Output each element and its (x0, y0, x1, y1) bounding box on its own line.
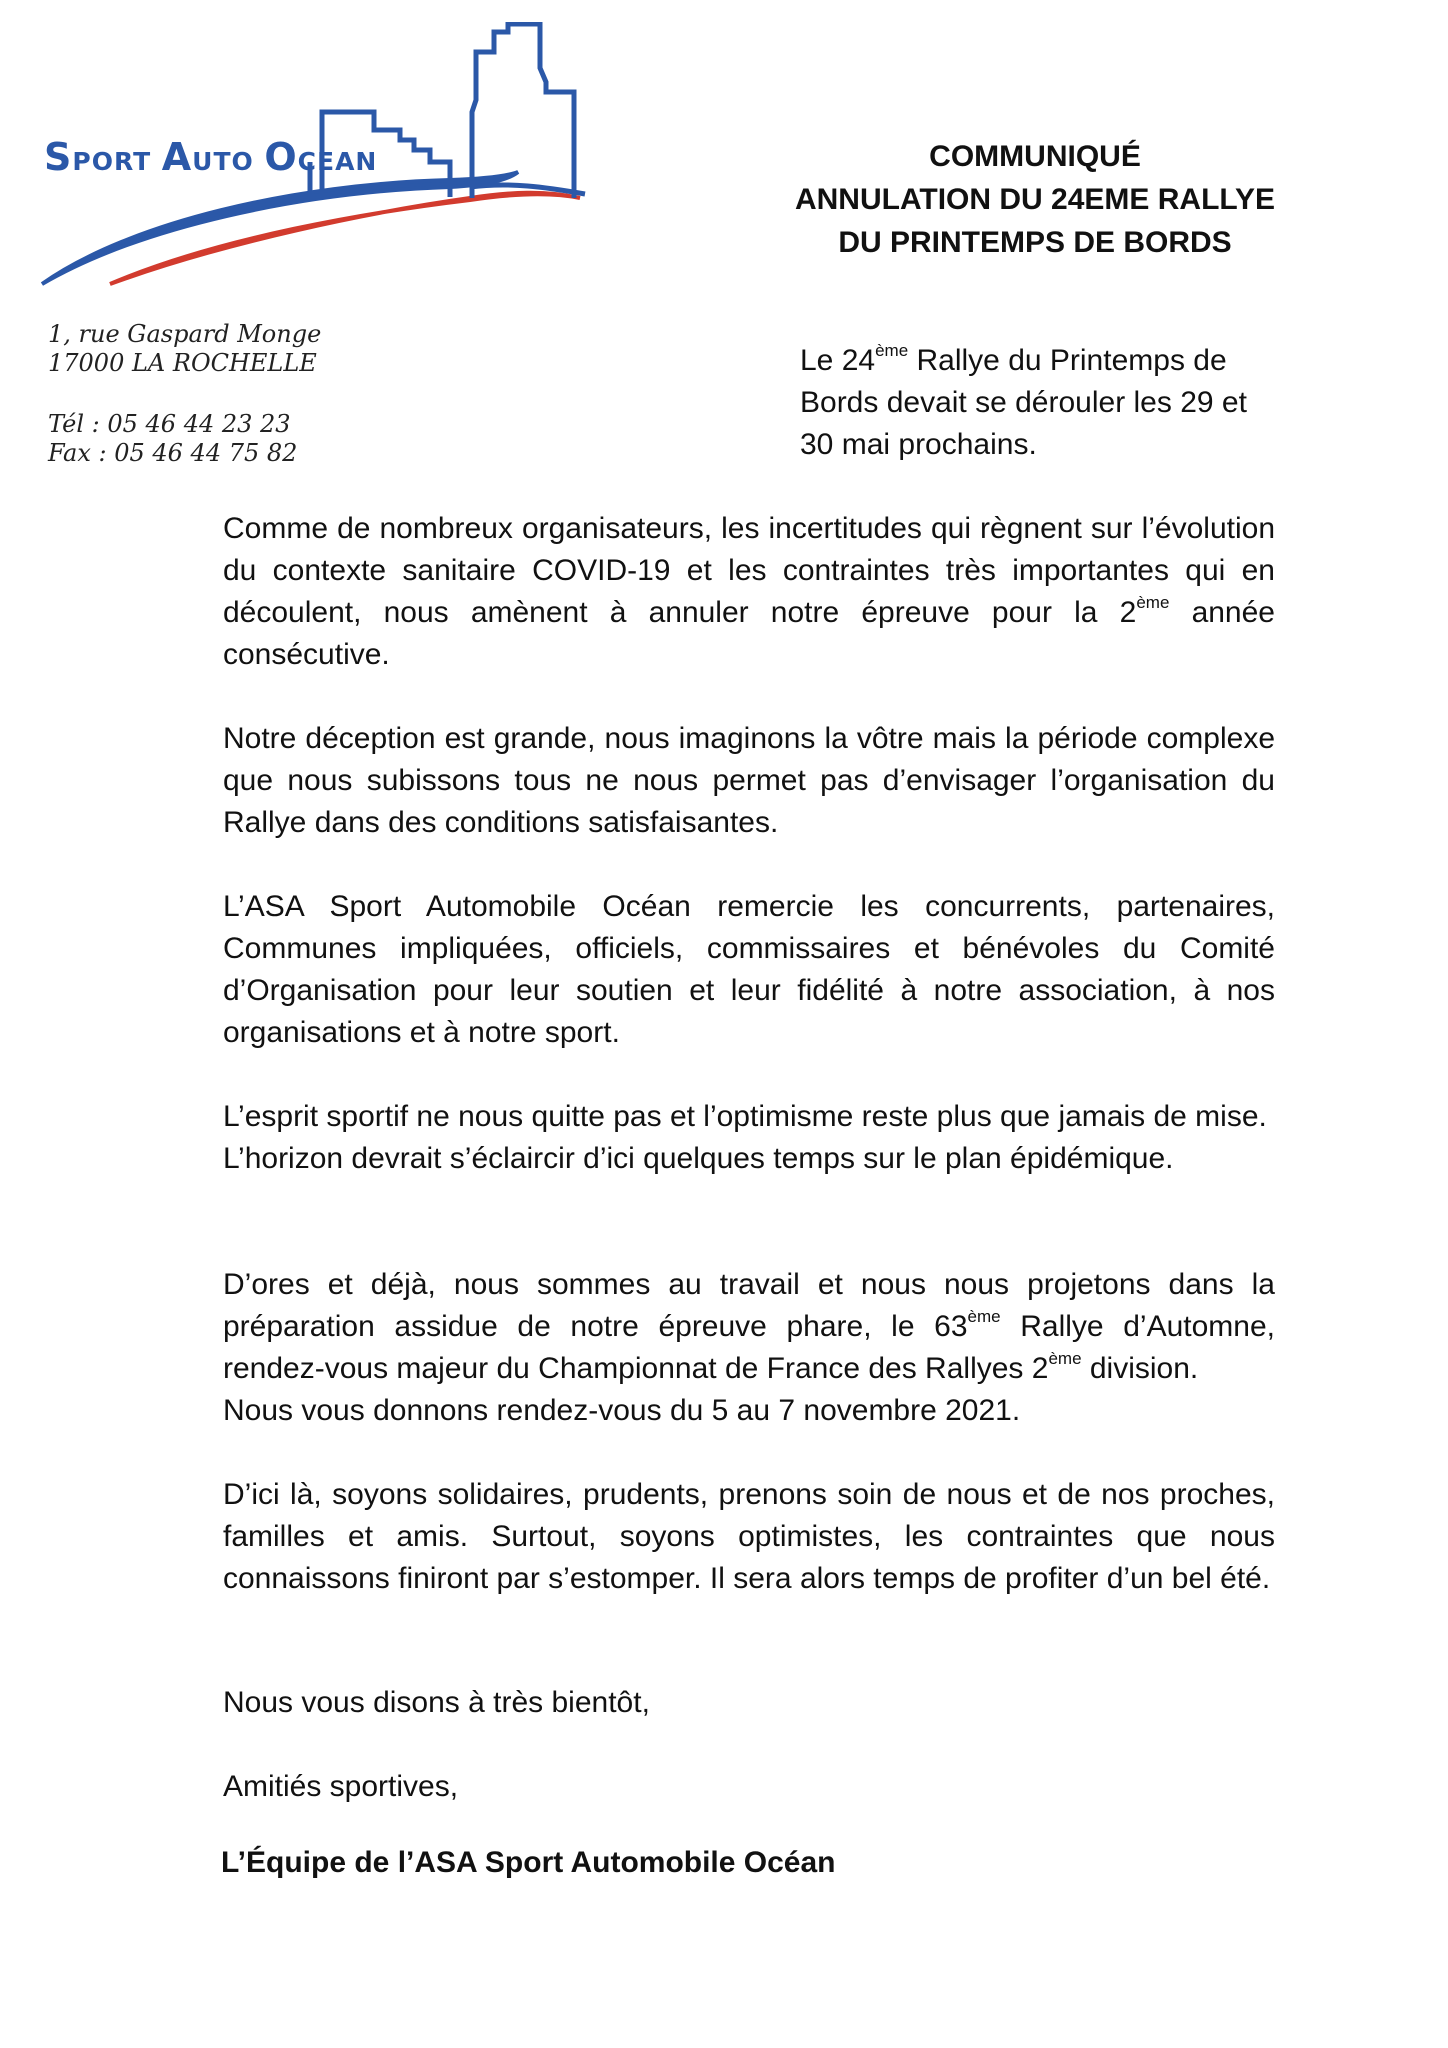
logo-red-swoosh (110, 193, 580, 284)
title-line-2: ANNULATION DU 24EME RALLYE (794, 183, 1276, 216)
fax-number: Fax : 05 46 44 75 82 (48, 439, 298, 467)
paragraph-5-date: Nous vous donnons rendez-vous du 5 au 7 novembre 2021. (223, 1394, 1021, 1427)
address-city: 17000 LA ROCHELLE (48, 349, 317, 377)
closing-line: Nous vous disons à très bientôt, (223, 1686, 650, 1719)
phone-number: Tél : 05 46 44 23 23 (48, 410, 291, 438)
sender-address (48, 320, 321, 378)
paragraph-2: Notre déception est grande, nous imaginons la vôtre mais la période complexe que nous subissons tous ne nous permet pas d’envisager l’organisation du Rallye dans des conditions satisfaisantes. (223, 722, 1275, 839)
communique-title (780, 135, 1290, 264)
signature: L’Équipe de l’ASA Sport Automobile Océan (221, 1846, 836, 1879)
paragraph-5 (223, 1264, 1275, 1432)
paragraph-1: Comme de nombreux organisateurs, les incertitudes qui règnent sur l’évolution du contexte sanitaire COVID-19 et les contraintes très importantes qui en découlent, nous amènent à annuler notre épreuve pour la 2ème année consécutive. (223, 512, 1275, 671)
sport-auto-ocean-logo (40, 22, 595, 290)
paragraph-6: D’ici là, soyons solidaires, prudents, prenons soin de nous et de nos proches, familles et amis. Surtout, soyons optimistes, les contraintes que nous connaissons finiront par s’estomper. Il sera alors temps de profiter d’un bel été. (223, 1478, 1275, 1595)
paragraph-4-line-2: L’horizon devrait s’éclaircir d’ici quelques temps sur le plan épidémique. (223, 1142, 1174, 1175)
paragraph-5-main: D’ores et déjà, nous sommes au travail et nous nous projetons dans la préparation assidue de notre épreuve phare, le 63ème Rallye d’Automne, rendez-vous majeur du Championnat de France des Rallyes 2ème division. (223, 1268, 1275, 1385)
paragraph-4 (223, 1096, 1275, 1180)
logo-wordmark: SPORT AUTO OCEAN (44, 135, 378, 179)
title-line-3: DU PRINTEMPS DE BORDS (838, 226, 1232, 259)
logo-blue-swoosh (42, 172, 518, 284)
paragraph-4-line-1: L’esprit sportif ne nous quitte pas et l’optimisme reste plus que jamais de mise. (223, 1100, 1267, 1133)
salutation: Amitiés sportives, (223, 1770, 459, 1803)
intro-paragraph: Le 24ème Rallye du Printemps de Bords devait se dérouler les 29 et 30 mai prochains. (800, 341, 1247, 461)
title-line-1: COMMUNIQUÉ (929, 140, 1141, 173)
sender-contact (48, 410, 297, 468)
paragraph-3: L’ASA Sport Automobile Océan remercie les concurrents, partenaires, Communes impliquées, officiels, commissaires et bénévoles du Comité d’Organisation pour leur soutien et leur fidélité à notre association, à nos organisations et à notre sport. (223, 890, 1275, 1049)
address-street: 1, rue Gaspard Monge (48, 320, 322, 348)
